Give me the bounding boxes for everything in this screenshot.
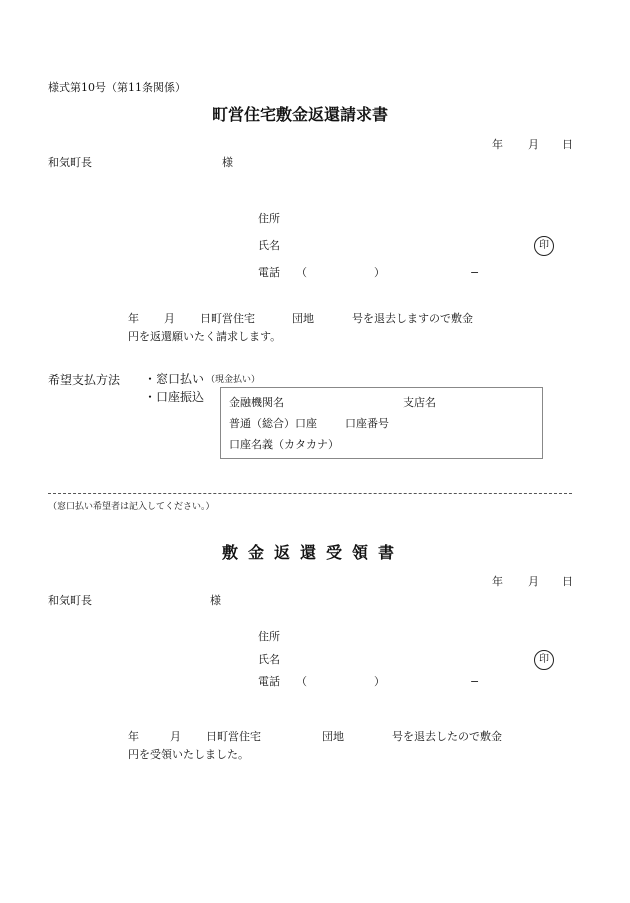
receipt-body-complex: 団地	[322, 730, 344, 743]
receipt-address-label: 住所	[258, 630, 280, 643]
receipt-title: 敷金返還受領書	[222, 543, 405, 562]
cut-note: （窓口払い希望者は記入してください。）	[48, 502, 215, 512]
receipt-honorific: 様	[210, 594, 221, 607]
receipt-body-month: 月	[170, 730, 181, 743]
receipt-phone-label: 電話	[258, 675, 280, 688]
request-phone-dash: −	[470, 266, 480, 279]
receipt-body-line2: 円を受領いたしました。	[128, 748, 249, 761]
request-date-day: 日	[562, 138, 573, 151]
bank-account-box	[220, 387, 543, 459]
form-number: 様式第10号（第11条関係）	[48, 81, 186, 94]
receipt-body-unit-text: 号を退去したので敷金	[392, 730, 502, 743]
account-number-label: 口座番号	[345, 417, 389, 430]
payment-option-counter: ・窓口払い	[144, 372, 205, 386]
bank-name-label: 金融機関名	[229, 396, 284, 409]
payment-option-counter-note: （現金払い）	[206, 375, 261, 385]
receipt-date-day: 日	[562, 575, 573, 588]
payment-method-label: 希望支払方法	[48, 373, 121, 387]
request-body-year: 年	[128, 312, 139, 325]
receipt-body-day-housing: 日町営住宅	[206, 730, 261, 743]
request-address-label: 住所	[258, 212, 280, 225]
receipt-phone-close: ）	[374, 675, 385, 688]
request-body-line2: 円を返還願いたく請求します。	[128, 330, 282, 343]
request-body-month: 月	[164, 312, 175, 325]
receipt-seal-mark: 印	[534, 650, 554, 670]
receipt-name-label: 氏名	[258, 653, 280, 666]
branch-name-label: 支店名	[403, 396, 436, 409]
request-date-month: 月	[528, 138, 539, 151]
account-type-label: 普通（総合）口座	[229, 417, 317, 430]
request-seal-mark: 印	[534, 236, 554, 256]
cut-line	[48, 493, 572, 494]
request-body-complex: 団地	[292, 312, 314, 325]
receipt-addressee: 和気町長	[48, 594, 92, 607]
request-honorific: 様	[222, 156, 233, 169]
request-phone-open: （	[296, 266, 307, 279]
request-body-unit-text: 号を退去しますので敷金	[352, 312, 473, 325]
request-body-day-housing: 日町営住宅	[200, 312, 255, 325]
request-phone-close: ）	[374, 266, 385, 279]
receipt-date-month: 月	[528, 575, 539, 588]
receipt-phone-open: （	[296, 675, 307, 688]
request-addressee: 和気町長	[48, 156, 92, 169]
request-title: 町営住宅敷金返還請求書	[212, 105, 389, 124]
receipt-date-year: 年	[492, 575, 503, 588]
request-name-label: 氏名	[258, 239, 280, 252]
request-phone-label: 電話	[258, 266, 280, 279]
request-date-year: 年	[492, 138, 503, 151]
payment-option-transfer: ・口座振込	[144, 390, 205, 404]
receipt-phone-dash: −	[470, 675, 480, 688]
receipt-body-year: 年	[128, 730, 139, 743]
account-holder-label: 口座名義（カタカナ）	[229, 438, 339, 451]
